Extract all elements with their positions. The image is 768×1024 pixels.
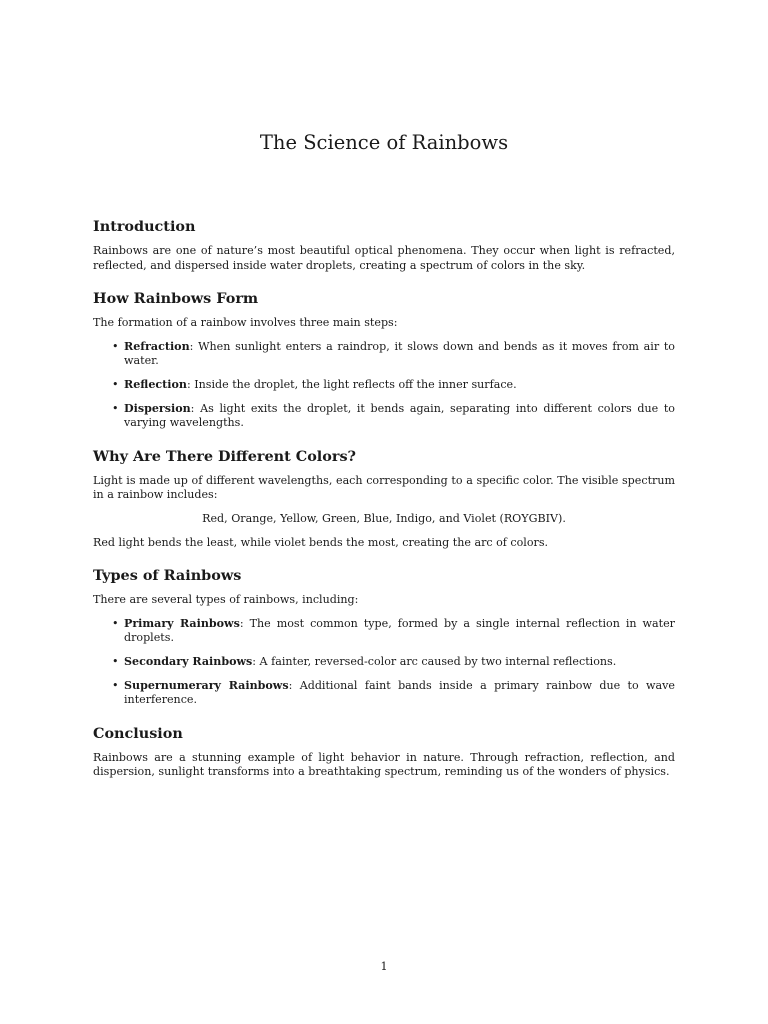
bullet-icon: • bbox=[112, 654, 119, 668]
section-types-of-rainbows bbox=[93, 566, 675, 708]
paragraph: Light is made up of different wavelengths, each corresponding to a specific color. The visible spectrum in a rainbow includes: bbox=[93, 473, 675, 502]
definition: : The most common type, formed by a single internal reflection in water droplets. bbox=[124, 616, 675, 645]
section-heading: Why Are There Different Colors? bbox=[93, 447, 356, 465]
section-heading: Introduction bbox=[93, 218, 196, 235]
term: Reflection bbox=[124, 377, 187, 391]
definition: : A fainter, reversed-color arc caused by two internal reflections. bbox=[252, 654, 617, 668]
section-conclusion bbox=[93, 724, 675, 780]
bullet-icon: • bbox=[112, 377, 119, 391]
definition: : When sunlight enters a raindrop, it slows down and bends as it moves from air to water. bbox=[124, 339, 675, 368]
paragraph: Red light bends the least, while violet bends the most, creating the arc of colors. bbox=[93, 535, 549, 549]
document-body bbox=[93, 217, 675, 796]
definition: : Inside the droplet, the light reflects off the inner surface. bbox=[186, 377, 517, 391]
list-item bbox=[93, 340, 675, 369]
bullet-list bbox=[93, 617, 675, 708]
definition: : Additional faint bands inside a primary rainbow due to wave interference. bbox=[124, 678, 675, 707]
paragraph: There are several types of rainbows, including: bbox=[93, 593, 359, 607]
definition: : As light exits the droplet, it bends again, separating into different colors due to varying wavelengths. bbox=[124, 401, 675, 430]
section-different-colors bbox=[93, 447, 675, 550]
section-heading: How Rainbows Form bbox=[93, 290, 259, 308]
term: Supernumerary Rainbows bbox=[124, 678, 289, 692]
list-item bbox=[93, 378, 675, 393]
section-introduction bbox=[93, 217, 675, 273]
bullet-icon: • bbox=[112, 616, 119, 630]
list-item bbox=[93, 679, 675, 708]
section-heading: Conclusion bbox=[93, 724, 183, 742]
document-title: The Science of Rainbows bbox=[259, 131, 509, 154]
list-item bbox=[93, 402, 675, 431]
centered-statement: Red, Orange, Yellow, Green, Blue, Indigo, and Violet (ROYGBIV). bbox=[202, 511, 566, 525]
paragraph: The formation of a rainbow involves three main steps: bbox=[93, 316, 398, 330]
section-heading: Types of Rainbows bbox=[93, 567, 242, 585]
document-page bbox=[93, 0, 675, 1024]
list-item bbox=[93, 655, 675, 670]
bullet-list bbox=[93, 340, 675, 431]
bullet-icon: • bbox=[112, 401, 119, 415]
paragraph: Rainbows are a stunning example of light behavior in nature. Through refraction, reflection, and dispersion, sunlight transforms into a breathtaking spectrum, reminding us of the wonders of physics. bbox=[93, 750, 675, 779]
section-how-rainbows-form bbox=[93, 289, 675, 431]
list-item bbox=[93, 617, 675, 646]
term: Secondary Rainbows bbox=[124, 654, 253, 668]
term: Dispersion bbox=[124, 401, 191, 415]
term: Refraction bbox=[124, 339, 190, 353]
bullet-icon: • bbox=[112, 678, 119, 692]
bullet-icon: • bbox=[112, 339, 119, 353]
term: Primary Rainbows bbox=[124, 616, 240, 630]
paragraph: Rainbows are one of nature’s most beautiful optical phenomena. They occur when light is refracted, reflected, and dispersed inside water droplets, creating a spectrum of colors in the sky. bbox=[93, 244, 675, 272]
page-number: 1 bbox=[380, 960, 388, 973]
